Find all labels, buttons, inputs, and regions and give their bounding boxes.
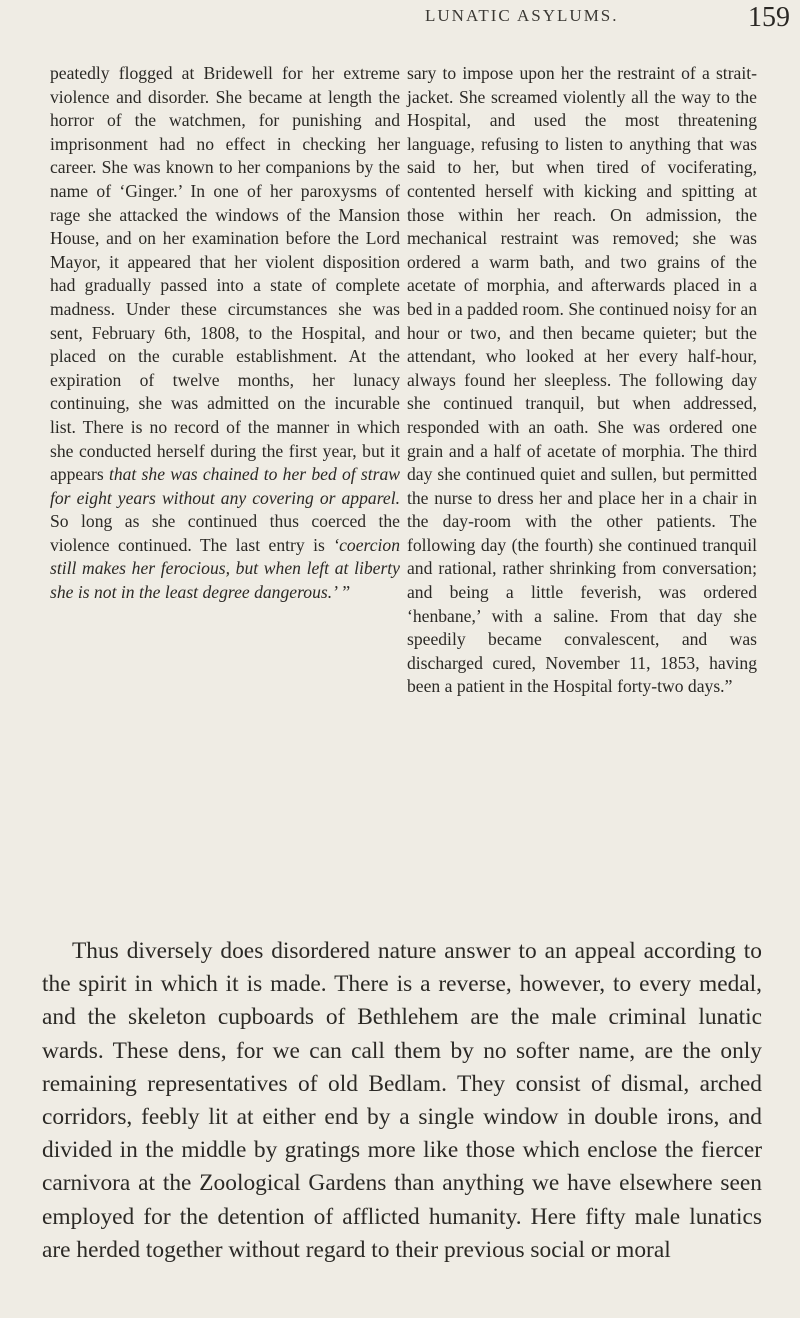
main-paragraph: Thus diversely does disordered nature answer to an appeal according to the spirit in which it is made. There is a reverse, however, to every medal, and the skeleton cupboards of Bethlehem are the male criminal lunatic wards. These dens, for we can call them by no softer name, are the only remaining representatives of old Bedlam. They consist of dismal, arched corridors, feebly lit at either end by a single window in double irons, and divided in the middle by gratings more like those which enclose the fiercer carnivora at the Zoological Gardens than anything we have elsewhere seen employed for the detention of afflicted humanity. Here fifty male lunatics are herded together without regard to their previous social or moral <box>42 938 762 1263</box>
right-column-paragraph: sary to impose upon her the restraint of a strait-jacket. She screamed violently all the way to the Hospital, and used the most threatening language, refusing to listen to anything that was said to her, but when tired of vociferating, contented herself with kicking and spitting at those within her reach. On admission, the mechanical restraint was removed; she was ordered a warm bath, and two grains of the acetate of morphia, and afterwards placed in a bed in a padded room. She continued noisy for an hour or two, and then became quieter; but the attendant, who looked at her every half-hour, always found her sleepless. The following day she continued tranquil, but when addressed, responded with an oath. She was ordered one grain and a half of acetate of morphia. The third day she continued quiet and sullen, but permitted the nurse to dress her and place her in a chair in the day-room with the other patients. The following day (the fourth) she continued tranquil and rational, rather shrinking from conversation; and being a little feverish, was ordered ‘henbane,’ with a saline. From that day she speedily became convalescent, and was discharged cured, November 11, 1853, having been a patient in the Hospital forty-two days.” <box>407 63 757 697</box>
page-number: 159 <box>748 2 790 33</box>
page-header <box>0 2 800 46</box>
running-head: LUNATIC ASYLUMS. <box>425 6 619 25</box>
left-text-1: peatedly flogged at Bridewell for her extreme violence and disorder. She became at length the horror of the watchmen, for punishing and imprisonment had no effect in checking her career. She was known to her companions by the name of ‘Ginger.’ In one of her paroxysms of rage she attacked the windows of the Mansion House, and on her examination before the Lord Mayor, it appeared that her violent disposition had gradually passed into a state of complete madness. Under these circumstances she was sent, February 6th, 1808, to the Hospital, and placed on the curable establishment. At the expiration of twelve months, her lunacy continuing, she was admitted on the incurable list. There is no record of the manner in which she conducted herself during the first year, but it appears <box>50 63 400 485</box>
left-column <box>50 62 400 605</box>
left-column-paragraph <box>50 62 400 605</box>
left-italic-2: ‘coercion still makes her ferocious, but when left at liberty she is not in the least degree dangerous.’ <box>50 534 400 603</box>
left-text-2: So long as she continued thus coerced the violence continued. The last entry is <box>50 511 400 555</box>
main-body <box>42 935 762 1267</box>
left-italic-1: that she was chained to her bed of straw for eight years without any covering or apparel. <box>50 464 400 508</box>
right-column <box>407 62 757 699</box>
left-text-3: ” <box>337 582 351 603</box>
